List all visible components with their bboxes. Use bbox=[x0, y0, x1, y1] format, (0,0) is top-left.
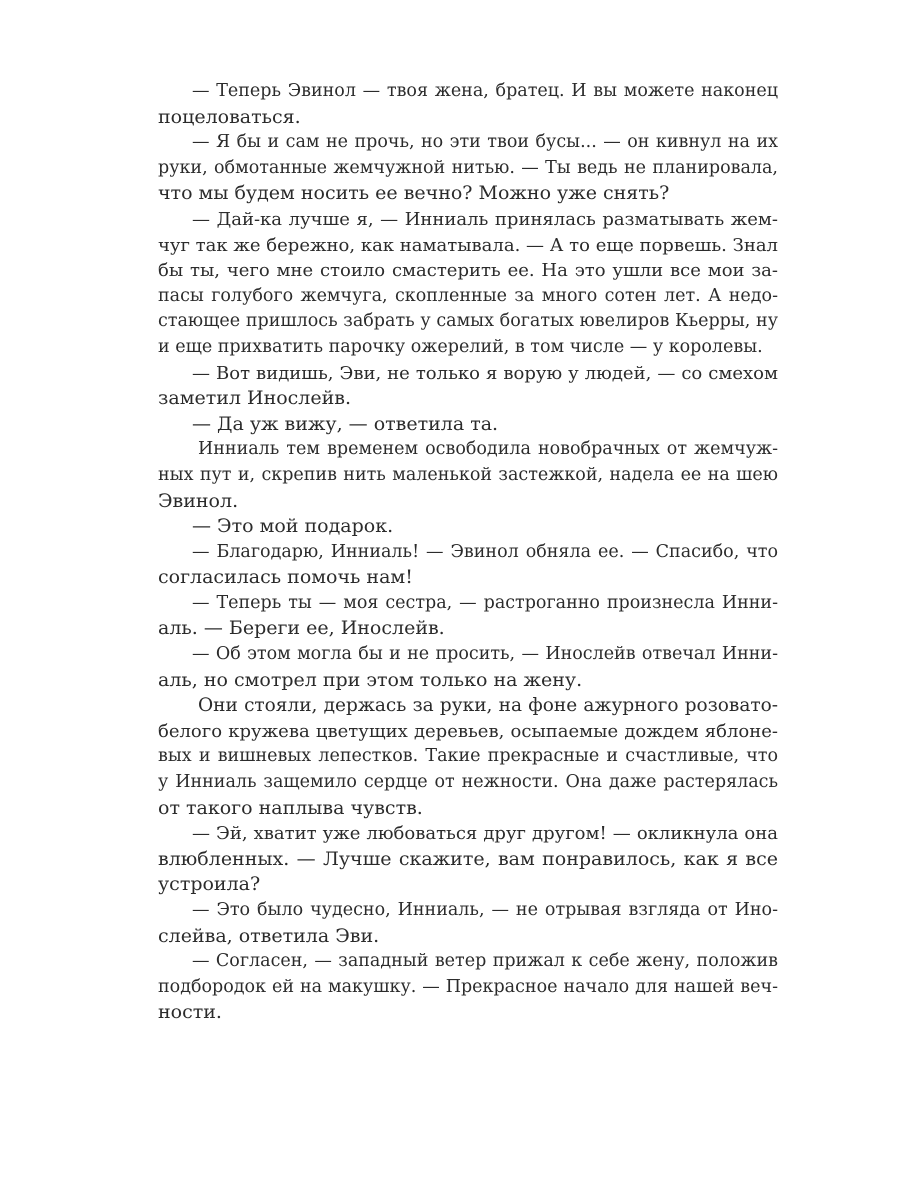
text-line: заметил Инослейв. bbox=[158, 387, 352, 410]
text-line: — Это мой подарок. bbox=[192, 515, 394, 538]
text-line: пасы голубого жемчуга, скопленные за много сотен лет. А недо- bbox=[158, 285, 778, 306]
text-line: и еще прихватить парочку ожерелий, в том числе — у королевы. bbox=[158, 336, 763, 357]
text-line: аль, но смотрел при этом только на жену. bbox=[158, 668, 583, 691]
text-line: — Согласен, — западный ветер прижал к себе жену, положив bbox=[192, 951, 778, 972]
text-line: стающее пришлось забрать у самых богатых ювелиров Кьерры, ну bbox=[158, 311, 778, 332]
text-line: руки, обмотанные жемчужной нитью. — Ты ведь не планировала, bbox=[158, 157, 778, 178]
text-line: подбородок ей на макушку. — Прекрасное начало для нашей веч- bbox=[158, 976, 778, 997]
text-line: — Дай-ка лучше я, — Инниаль принялась разматывать жем- bbox=[192, 208, 778, 230]
text-line: — Я бы и сам не прочь, но эти твои бусы... — он кивнул на их bbox=[192, 132, 778, 153]
text-line: бы ты, чего мне стоило смастерить ее. На это ушли все мои за- bbox=[158, 260, 778, 282]
text-line: — Об этом могла бы и не просить, — Инослейв отвечал Инни- bbox=[192, 644, 778, 665]
text-line: слейва, ответила Эви. bbox=[158, 924, 380, 947]
text-line: что мы будем носить ее вечно? Можно уже снять? bbox=[158, 182, 670, 205]
text-line: — Да уж вижу, — ответила та. bbox=[192, 412, 499, 435]
text-line: устроила? bbox=[158, 873, 261, 896]
text-line: Инниаль тем временем освободила новобрачных от жемчуж- bbox=[198, 439, 778, 460]
text-line: поцеловаться. bbox=[158, 105, 301, 128]
text-line: — Теперь Эвинол — твоя жена, братец. И вы можете наконец bbox=[192, 81, 778, 101]
text-line: — Вот видишь, Эви, не только я ворую у людей, — со смехом bbox=[192, 362, 778, 384]
text-line: белого кружева цветущих деревьев, осыпаемые дождем яблоне- bbox=[158, 720, 778, 742]
text-line: — Эй, хватит уже любоваться друг другом! — окликнула она bbox=[192, 823, 778, 845]
text-line: влюбленных. — Лучше скажите, вам понравилось, как я все bbox=[158, 847, 778, 870]
text-line: — Благодарю, Инниаль! — Эвинол обняла ее. — Спасибо, что bbox=[192, 541, 778, 562]
text-line: от такого наплыва чувств. bbox=[158, 796, 423, 819]
text-line: ных пут и, скрепив нить маленькой застежкой, надела ее на шею bbox=[158, 464, 778, 485]
text-line: аль. — Береги ее, Инослейв. bbox=[158, 617, 445, 640]
text-line: — Это было чудесно, Инниаль, — не отрывая взгляда от Ино- bbox=[192, 900, 778, 920]
text-line: вых и вишневых лепестков. Такие прекрасные и счастливые, что bbox=[158, 746, 778, 767]
page-body-text bbox=[158, 79, 778, 1026]
text-line: Эвинол. bbox=[158, 489, 239, 512]
text-line: у Инниаль защемило сердце от нежности. Она даже растерялась bbox=[158, 772, 778, 793]
text-line: ности. bbox=[158, 1001, 222, 1024]
text-line: Они стояли, держась за руки, на фоне ажурного розовато- bbox=[198, 695, 778, 717]
text-line: согласилась помочь нам! bbox=[158, 566, 413, 589]
text-line: чуг так же бережно, как наматывала. — А то еще порвешь. Знал bbox=[158, 234, 778, 256]
text-line: — Теперь ты — моя сестра, — растроганно произнесла Инни- bbox=[192, 592, 778, 613]
